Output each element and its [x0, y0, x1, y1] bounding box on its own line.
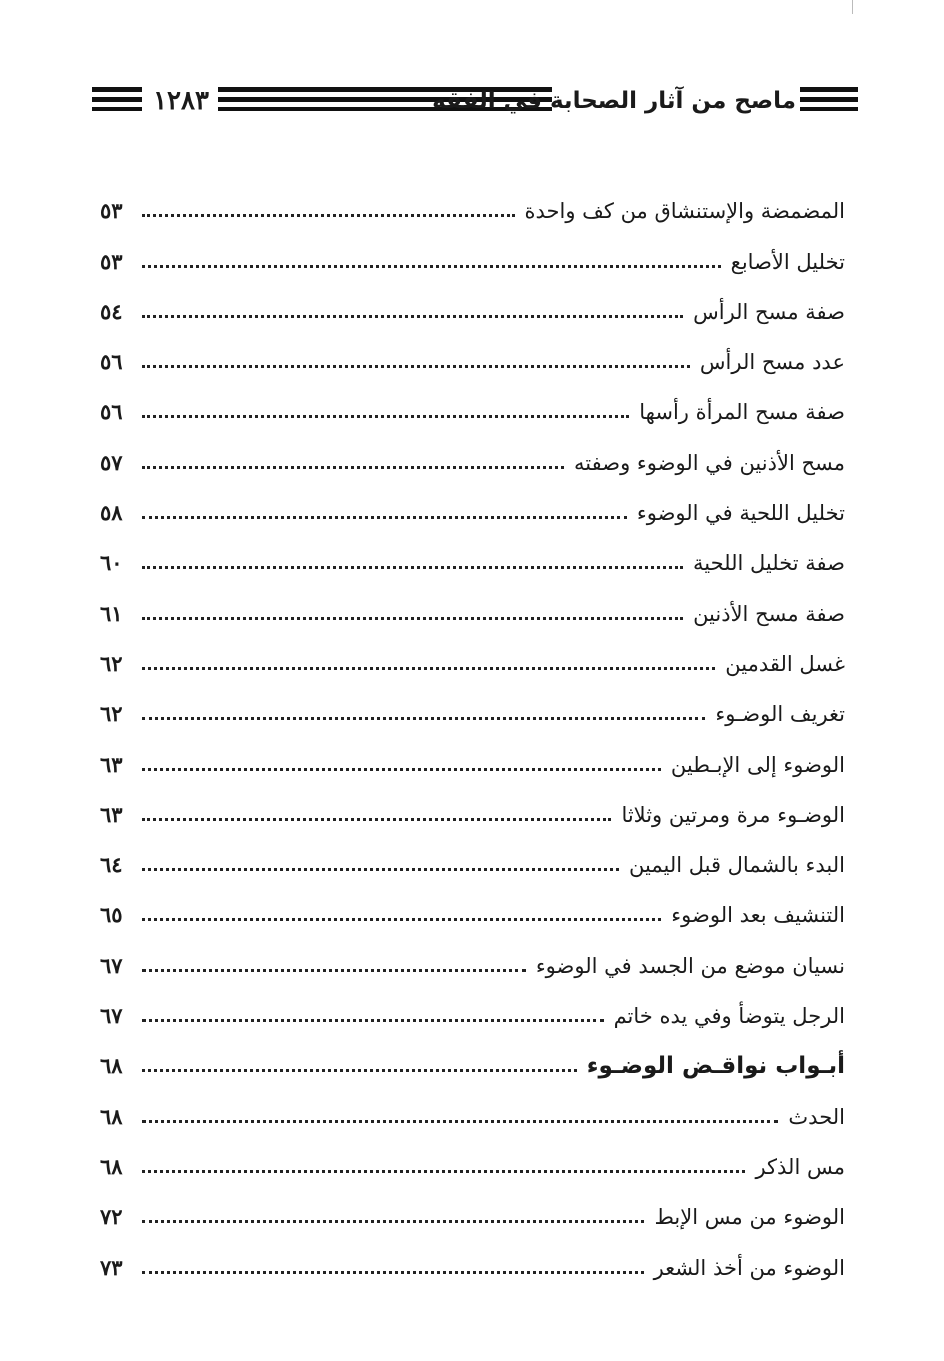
- dot-leader: [142, 717, 705, 720]
- toc-entry-page: ٦٢: [100, 650, 123, 676]
- toc-entry-page: ٦٨: [100, 1153, 123, 1179]
- toc-entry-title: تخليل الأصابع: [730, 249, 845, 274]
- toc-entry-title: مسح الأذنين في الوضوء وصفته: [574, 450, 845, 475]
- toc-entry-page: ٦٣: [100, 801, 123, 827]
- toc-entry-page: ٥٧: [100, 449, 123, 475]
- dot-leader: [142, 1271, 644, 1274]
- toc-entry: [100, 578, 845, 628]
- page-header: [92, 82, 858, 122]
- dot-leader: [142, 768, 661, 771]
- dot-leader: [142, 1120, 778, 1123]
- toc-entry-title: الوضوء من مس الإبط: [654, 1205, 845, 1230]
- dot-leader: [142, 365, 690, 368]
- dot-leader: [142, 315, 683, 318]
- toc-entry-title: الوضوء إلى الإبـطين: [670, 752, 845, 777]
- toc-entry-page: ٦٢: [100, 701, 123, 727]
- dot-leader: [142, 1170, 745, 1173]
- toc-entry-title: الحدث: [788, 1104, 845, 1129]
- toc-entry-title: نسيان موضع من الجسد في الوضوء: [535, 953, 845, 978]
- toc-entry: [100, 780, 845, 830]
- toc-entry-page: ٦٧: [100, 1003, 123, 1029]
- toc-entry-title: المضمضة والإستنشاق من كف واحدة: [524, 199, 845, 224]
- toc-entry-title: الرجل يتوضأ وفي يده خاتم: [613, 1004, 845, 1029]
- toc-entry-page: ٦٥: [100, 902, 123, 928]
- toc-entry: [100, 629, 845, 679]
- dot-leader: [142, 868, 619, 871]
- toc-entry-page: ٥٨: [100, 500, 123, 526]
- toc-entry-page: ٥٤: [100, 298, 123, 324]
- running-title: ماصح من آثار الصحابة في الفقه: [432, 88, 796, 114]
- toc-entry: [100, 1182, 845, 1232]
- dot-leader: [142, 617, 683, 620]
- page-number: ١٢٨٣: [153, 86, 209, 116]
- dot-leader: [142, 516, 627, 519]
- dot-leader: [142, 969, 526, 972]
- header-rule-right: [800, 87, 858, 115]
- dot-leader: [142, 415, 629, 418]
- toc-entry-title: صفة مسح المرأة رأسها: [639, 400, 845, 425]
- toc-entry-page: ٥٦: [100, 399, 123, 425]
- toc-entry-page: ٦٣: [100, 751, 123, 777]
- toc-entry-title: الوضوء من أخذ الشعر: [653, 1255, 845, 1280]
- toc-entry: [100, 880, 845, 930]
- dot-leader: [142, 667, 715, 670]
- dot-leader: [142, 265, 721, 268]
- toc-entry-title: تخليل اللحية في الوضوء: [636, 501, 845, 526]
- toc-entry-title: عدد مسح الرأس: [699, 350, 845, 375]
- toc-entry-title: صفة مسح الرأس: [693, 299, 845, 324]
- toc-entry-title: غسل القدمين: [725, 651, 845, 676]
- toc-entry: [100, 679, 845, 729]
- toc-entry: [100, 528, 845, 578]
- toc-entry: [100, 327, 845, 377]
- toc-entry-page: ٦٠: [100, 550, 123, 576]
- dot-leader: [142, 818, 611, 821]
- toc-entry-title: مس الذكر: [755, 1154, 845, 1179]
- toc-entry-title: البدء بالشمال قبل اليمين: [629, 853, 845, 878]
- dot-leader: [142, 466, 564, 469]
- toc-entry-page: ٥٦: [100, 349, 123, 375]
- toc-section-title: أبـواب نواقـض الوضـوء: [586, 1053, 845, 1080]
- toc-entry: [100, 729, 845, 779]
- toc-entry-page: ٦٨: [100, 1053, 123, 1079]
- toc-entry: [100, 377, 845, 427]
- toc-entry-page: ٧٣: [100, 1254, 123, 1280]
- toc-entry-page: ٦٤: [100, 852, 123, 878]
- dot-leader: [142, 1069, 577, 1072]
- toc-entry-page: ٦١: [100, 600, 123, 626]
- toc-entry-title: تغريف الوضـوء: [715, 702, 845, 727]
- toc-entry: [100, 1132, 845, 1182]
- toc-entry-title: صفة مسح الأذنين: [693, 601, 845, 626]
- toc-entry: [100, 1232, 845, 1282]
- header-rule-left: [92, 87, 142, 115]
- toc-entry: [100, 830, 845, 880]
- table-of-contents: [100, 176, 845, 1283]
- toc-entry-title: صفة تخليل اللحية: [693, 551, 845, 576]
- toc-entry: [100, 478, 845, 528]
- toc-entry-page: ٦٧: [100, 952, 123, 978]
- dot-leader: [142, 566, 683, 569]
- toc-entry-page: ٦٨: [100, 1103, 123, 1129]
- toc-entry: [100, 176, 845, 226]
- toc-entry: [100, 277, 845, 327]
- dot-leader: [142, 1019, 604, 1022]
- toc-entry: [100, 981, 845, 1031]
- toc-entry-title: التنشيف بعد الوضوء: [671, 903, 845, 928]
- toc-section-heading: [100, 1031, 845, 1081]
- toc-entry-page: ٧٢: [100, 1204, 123, 1230]
- toc-entry: [100, 1081, 845, 1131]
- dot-leader: [142, 918, 661, 921]
- scan-margin-mark: [852, 0, 853, 14]
- dot-leader: [142, 214, 515, 217]
- toc-entry-page: ٥٣: [100, 248, 123, 274]
- toc-entry: [100, 226, 845, 276]
- toc-entry: [100, 930, 845, 980]
- toc-entry: [100, 427, 845, 477]
- dot-leader: [142, 1220, 644, 1223]
- toc-entry-title: الوضـوء مرة ومرتين وثلاثا: [621, 802, 845, 827]
- toc-entry-page: ٥٣: [100, 198, 123, 224]
